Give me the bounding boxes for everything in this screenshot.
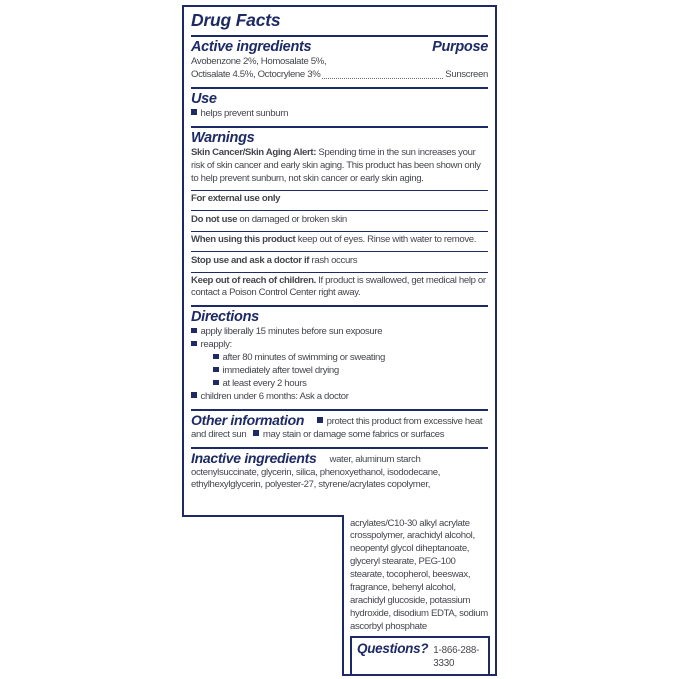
bullet-square-icon	[191, 392, 197, 398]
directions-section	[191, 307, 488, 410]
warning-entry-text: keep out of eyes. Rinse with water to remove.	[297, 234, 477, 246]
drug-facts-title: Drug Facts	[191, 10, 281, 30]
directions-subitem	[191, 352, 488, 365]
purpose-heading: Purpose	[432, 39, 488, 55]
warning-external-use	[191, 191, 488, 211]
warning-entry-bold: When using this product	[191, 234, 296, 246]
warning-entry-bold: Stop use and ask a doctor if	[191, 254, 310, 266]
directions-subitem	[191, 378, 488, 391]
inactive-ingredients-paragraph	[191, 451, 488, 493]
active-ingredients-line1: Avobenzone 2%, Homosalate 5%,	[191, 56, 327, 67]
dot-leader	[322, 78, 443, 79]
questions-phone-number: 1-866-288-3330	[433, 644, 480, 669]
use-heading: Use	[191, 90, 217, 107]
warning-entry-bold: Keep out of reach of children.	[191, 274, 316, 286]
active-ingredients-section	[191, 37, 488, 89]
active-ingredients-heading-row	[191, 39, 488, 56]
directions-item-text: apply liberally 15 minutes before sun exposure	[200, 326, 383, 338]
active-ingredients-heading: Active ingredients	[191, 39, 312, 55]
skin-cancer-alert-bold: Skin Cancer/Skin Aging Alert:	[191, 147, 317, 159]
bullet-square-icon	[191, 328, 197, 334]
active-ingredients-line2: Octisalate 4.5%, Octocrylene 3%	[191, 68, 321, 80]
directions-subitem	[191, 365, 488, 378]
questions-box	[350, 636, 490, 676]
warning-when-using	[191, 232, 488, 252]
other-information-heading: Other information	[191, 411, 305, 428]
warning-entry-text: If product is swallowed, get medical help or contact a Poison Control Center right away.	[191, 274, 486, 299]
purpose-value: Sunscreen	[445, 68, 488, 80]
directions-item	[191, 326, 488, 339]
directions-item-text: reapply:	[200, 339, 232, 351]
warning-stop-use	[191, 252, 488, 272]
directions-item	[191, 391, 488, 404]
bullet-square-icon	[191, 341, 197, 347]
inactive-ingredients-heading: Inactive ingredients	[191, 449, 317, 466]
inactive-ingredients-text-continued: acrylates/C10-30 alkyl acrylate crosspolymer, arachidyl alcohol, neopentyl glycol diheptanoate, glyceryl stearate, PEG-100 stearate, tocopherol, beeswax, fragrance, behenyl alcohol, arachidyl glucoside, potassium hydroxide, disodium EDTA, sodium ascorbyl phosphate	[350, 517, 488, 632]
directions-item-text: at least every 2 hours	[222, 378, 307, 389]
bullet-square-icon	[317, 417, 323, 423]
warnings-heading: Warnings	[191, 130, 255, 147]
warning-entry-bold: Do not use	[191, 213, 238, 225]
other-information-section	[191, 411, 488, 449]
warning-entry	[191, 193, 488, 206]
bullet-square-icon	[213, 380, 219, 386]
inactive-ingredients-section	[191, 449, 488, 498]
panel-border-segment	[182, 515, 345, 518]
directions-item-text: after 80 minutes of swimming or sweating	[222, 352, 385, 364]
bullet-square-icon	[213, 367, 219, 373]
questions-heading: Questions?	[357, 640, 429, 656]
use-bullet-line	[191, 108, 488, 121]
directions-item	[191, 339, 488, 352]
warning-do-not-use	[191, 211, 488, 231]
continuation-panel	[342, 515, 497, 677]
bullet-square-icon	[253, 430, 259, 436]
directions-item-text: immediately after towel drying	[222, 365, 339, 377]
bullet-square-icon	[213, 354, 219, 360]
skin-cancer-alert-text: Spending time in the sun increases your risk of skin cancer and early skin aging. This product has been shown only to help prevent sunburn, not skin cancer or early skin aging.	[191, 147, 481, 185]
warning-entry	[191, 214, 488, 227]
other-information-bullet-text: protect this product from excessive heat and direct sun	[191, 415, 483, 440]
drug-facts-panel	[182, 5, 497, 517]
warning-keep-out-of-reach	[191, 273, 488, 308]
warning-entry-bold: For external use only	[191, 193, 281, 205]
inactive-ingredients-text-wide: water, aluminum starch octenylsuccinate, glycerin, silica, phenoxyethanol, isododecane, ethylhexylglycerin, polyester-27, styrene/acrylates copolymer,	[191, 453, 441, 491]
warning-entry-text: on damaged or broken skin	[239, 213, 347, 225]
directions-heading: Directions	[191, 309, 259, 326]
warnings-section	[191, 128, 488, 191]
warning-entry	[191, 275, 488, 301]
skin-cancer-alert-paragraph	[191, 147, 488, 186]
use-bullet-text: helps prevent sunburn	[200, 107, 289, 119]
warning-entry	[191, 255, 488, 268]
bullet-square-icon	[191, 109, 197, 115]
warning-entry-text: rash occurs	[311, 254, 358, 266]
other-information-paragraph	[191, 413, 488, 442]
other-information-bullet-text: may stain or damage some fabrics or surfaces	[262, 428, 445, 440]
drug-facts-title-section	[191, 7, 488, 37]
directions-item-text: children under 6 months: Ask a doctor	[200, 390, 349, 402]
use-section	[191, 89, 488, 128]
active-ingredients-line2-row	[191, 69, 488, 82]
warning-entry	[191, 234, 488, 247]
